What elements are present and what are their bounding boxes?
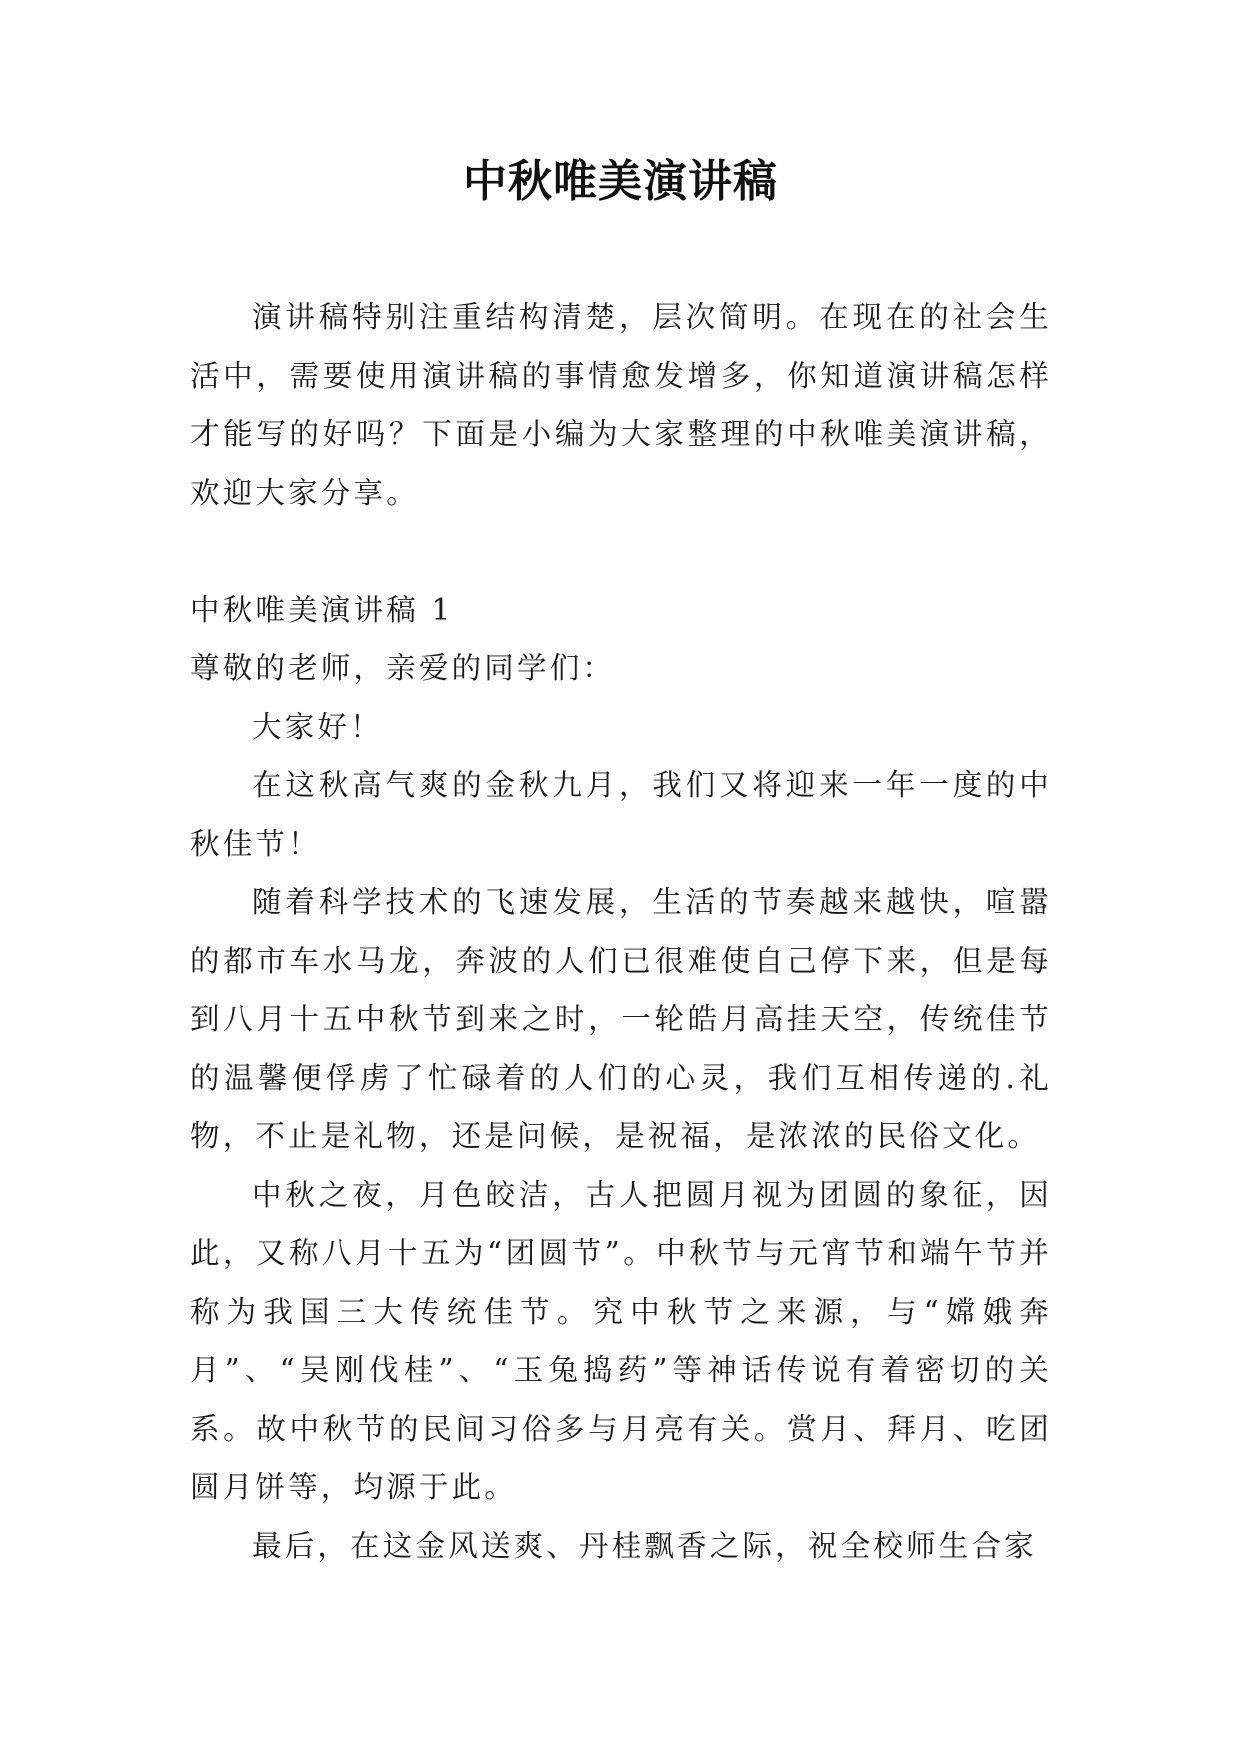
document-body [190, 288, 1052, 1575]
salutation: 尊敬的老师，亲爱的同学们： [190, 651, 616, 685]
body-paragraph-3: 中秋之夜，月色皎洁，古人把圆月视为团圆的象征，因此，又称八月十五为“团圆节”。中秋节与元宵节和端午节并称为我国三大传统佳节。究中秋节之来源，与“嫦娥奔月”、“吴刚伐桂”、“玉兔捣药”等神话传说有着密切的关系。故中秋节的民间习俗多与月亮有关。赏月、拜月、吃团圆月饼等，均源于此。 [190, 1177, 1052, 1504]
section-heading: 中秋唯美演讲稿 1 [190, 592, 454, 627]
document-title: 中秋唯美演讲稿 [463, 156, 778, 207]
intro-paragraph: 演讲稿特别注重结构清楚，层次简明。在现在的社会生活中，需要使用演讲稿的事情愈发增多，你知道演讲稿怎样才能写的好吗？下面是小编为大家整理的中秋唯美演讲稿，欢迎大家分享。 [190, 300, 1052, 510]
body-paragraph-1: 在这秋高气爽的金秋九月，我们又将迎来一年一度的中秋佳节！ [190, 768, 1052, 861]
body-paragraph-2: 随着科学技术的飞速发展，生活的节奏越来越快，喧嚣的都市车水马龙，奔波的人们已很难使自己停下来，但是每到八月十五中秋节到来之时，一轮皓月高挂天空，传统佳节的温馨便俘虏了忙碌着的人们的心灵，我们互相传递的.礼物，不止是礼物，还是问候，是祝福，是浓浓的民俗文化。 [190, 885, 1052, 1153]
body-paragraph-4: 最后，在这金风送爽、丹桂飘香之际，祝全校师生合家 [252, 1528, 1037, 1563]
greeting: 大家好！ [252, 709, 383, 744]
